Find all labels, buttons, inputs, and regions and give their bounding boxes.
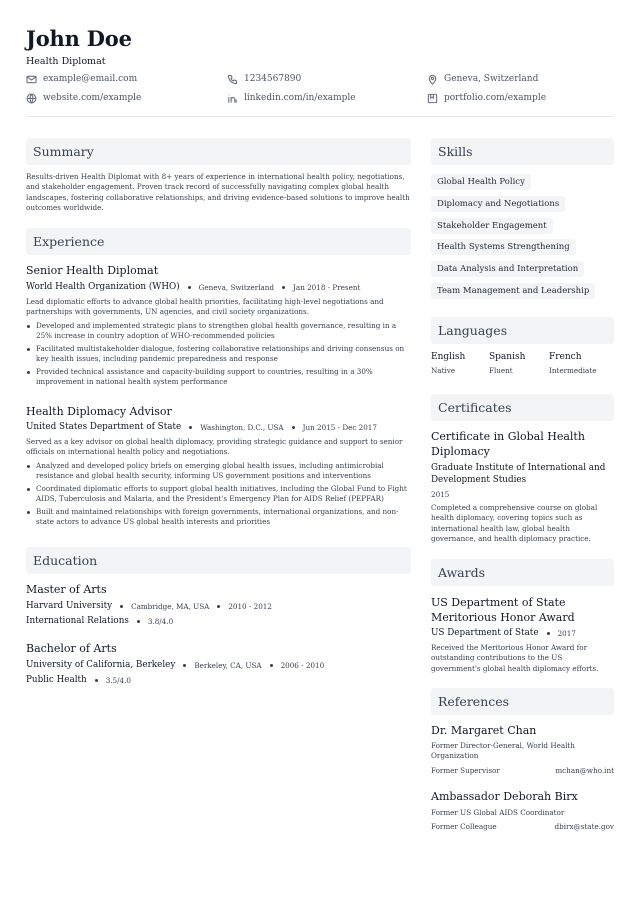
contact-portfolio[interactable]: portfolio.com/example xyxy=(427,91,546,105)
job-meta xyxy=(26,282,360,292)
degree: Master of Arts xyxy=(26,583,107,596)
summary-text: Results-driven Health Diplomat with 8+ years of experience in international health policy, negotiations, and stakeholder engagement. Proven track record of successfully navigating complex global health landscapes, fostering collaborative relationships, and driving evidence-based solutions to improve health outcomes worldwide. xyxy=(26,172,410,213)
award-title: US Department of State Meritorious Honor Award xyxy=(431,596,575,624)
list-item: Built and maintained relationships with foreign governments, international organizations, and non-state actors to advance US global health interests and priorities xyxy=(26,507,411,528)
language-item xyxy=(549,352,596,375)
job-dates: Jun 2015 - Dec 2017 xyxy=(302,422,377,432)
reference-contact xyxy=(431,766,614,775)
job-bullets xyxy=(26,461,411,529)
job-title: Senior Health Diplomat xyxy=(26,264,159,277)
school-location: Cambridge, MA, USA xyxy=(131,601,210,611)
language-level: Native xyxy=(431,366,456,375)
language-level: Fluent xyxy=(489,366,513,375)
headline: Health Diplomat xyxy=(26,56,106,67)
language-item xyxy=(431,352,465,375)
phone-icon xyxy=(227,74,238,85)
resume-header xyxy=(26,26,614,103)
job-location: Geneva, Switzerland xyxy=(198,282,275,292)
list-item: Facilitated multistakeholder dialogue, fostering collaborative relationships and driving consensus on key health issues, including pandemic preparedness and response xyxy=(26,344,411,365)
contact-website[interactable]: website.com/example xyxy=(26,91,141,105)
reference-relation: Former Supervisor xyxy=(431,766,500,775)
list-item: Provided technical assistance and capacity-building support to countries, resulting in a 30% improvement in national health system performance xyxy=(26,367,411,388)
experience-heading: Experience xyxy=(26,228,411,255)
school: Harvard University xyxy=(26,601,113,611)
reference-email[interactable]: dbirx@state.gov xyxy=(554,822,614,831)
education-dates: 2010 - 2012 xyxy=(228,601,272,611)
contact-email[interactable]: example@email.com xyxy=(26,72,137,86)
job-dates: Jan 2018 - Present xyxy=(293,282,361,292)
reference-name: Dr. Margaret Chan xyxy=(431,724,537,737)
skill-tag: Data Analysis and Interpretation xyxy=(431,261,584,277)
language-item xyxy=(489,352,525,375)
degree: Bachelor of Arts xyxy=(26,642,117,655)
reference-position: Former US Global AIDS Coordinator xyxy=(431,808,565,817)
language-name: English xyxy=(431,352,466,362)
awards-heading: Awards xyxy=(431,559,614,586)
award-description: Received the Meritorious Honor Award for outstanding contributions to the US government's global health diplomacy efforts. xyxy=(431,643,599,673)
language-name: French xyxy=(549,352,582,362)
education-field xyxy=(26,616,173,626)
references-heading: References xyxy=(431,688,614,715)
skill-tag: Health Systems Strengthening xyxy=(431,239,576,255)
school: University of California, Berkeley xyxy=(26,660,176,670)
job-location: Washington, D.C., USA xyxy=(200,422,284,432)
globe-icon xyxy=(26,93,37,104)
certificate-year: 2015 xyxy=(431,490,450,499)
skill-tag: Global Health Policy xyxy=(431,174,531,190)
mail-icon xyxy=(26,74,37,85)
reference-name: Ambassador Deborah Birx xyxy=(431,790,578,803)
list-item: Analyzed and developed policy briefs on emerging global health issues, including antimicrobial resistance and global health security, informing US government positions and interventions xyxy=(26,461,411,482)
education-meta xyxy=(26,601,272,611)
contact-phone[interactable]: 1234567890 xyxy=(227,72,301,86)
separator-dot xyxy=(282,286,285,289)
field-of-study: International Relations xyxy=(26,616,129,626)
person-name: John Doe xyxy=(26,26,132,51)
skill-tag: Stakeholder Engagement xyxy=(431,218,553,234)
job-org: United States Department of State xyxy=(26,422,182,432)
separator-dot xyxy=(183,664,186,667)
job-description: Served as a key advisor on global health diplomacy, providing strategic guidance and support to senior officials on international health policy and negotiations. xyxy=(26,437,403,457)
separator-dot xyxy=(137,620,140,623)
separator-dot xyxy=(95,679,98,682)
job-meta xyxy=(26,422,377,432)
field-of-study: Public Health xyxy=(26,675,87,685)
award-issuer: US Department of State xyxy=(431,628,539,638)
gpa: 3.8/4.0 xyxy=(147,616,174,626)
portfolio-icon xyxy=(427,93,438,104)
school-location: Berkeley, CA, USA xyxy=(194,660,262,670)
award-year: 2017 xyxy=(557,628,576,638)
separator-dot xyxy=(120,605,123,608)
separator-dot xyxy=(270,664,273,667)
separator-dot xyxy=(188,286,191,289)
award-meta xyxy=(431,628,576,638)
list-item: Coordinated diplomatic efforts to support global health initiatives, including the Global Fund to Fight AIDS, Tuberculosis and Malaria, and the President's Emergency Plan for AIDS Relief (PEPFAR) xyxy=(26,484,411,505)
certificate-title: Certificate in Global Health Diplomacy xyxy=(431,430,585,458)
reference-relation: Former Colleague xyxy=(431,822,497,831)
certificate-description: Completed a comprehensive course on global health diplomacy, covering topics such as international health law, global health governance, and health diplomacy practice. xyxy=(431,503,598,544)
education-heading: Education xyxy=(26,547,411,574)
language-name: Spanish xyxy=(489,352,526,362)
education-meta xyxy=(26,660,324,670)
separator-dot xyxy=(217,605,220,608)
skills-heading: Skills xyxy=(431,138,614,165)
certificate-issuer: Graduate Institute of International and Development Studies xyxy=(431,463,606,485)
separator-dot xyxy=(292,426,295,429)
separator-dot xyxy=(547,632,550,635)
skill-tag: Team Management and Leadership xyxy=(431,283,595,299)
header-divider xyxy=(26,116,614,117)
language-level: Intermediate xyxy=(549,366,597,375)
reference-contact xyxy=(431,822,614,831)
reference-position: Former Director-General, World Health Organization xyxy=(431,741,575,761)
skill-tag: Diplomacy and Negotiations xyxy=(431,196,565,212)
job-bullets xyxy=(26,321,411,389)
reference-email[interactable]: mchan@who.int xyxy=(555,766,614,775)
job-title: Health Diplomacy Advisor xyxy=(26,405,172,418)
linkedin-icon xyxy=(227,93,238,104)
job-description: Lead diplomatic efforts to advance global health priorities, facilitating high-level negotiations and partnerships with governments, UN agencies, and civil society organizations. xyxy=(26,297,384,317)
summary-heading: Summary xyxy=(26,138,411,165)
map-pin-icon xyxy=(427,74,438,85)
contact-location: Geneva, Switzerland xyxy=(427,72,538,86)
certificates-heading: Certificates xyxy=(431,394,614,421)
gpa: 3.5/4.0 xyxy=(105,675,131,685)
list-item: Developed and implemented strategic plans to strengthen global health governance, resulting in a 25% increase in country adoption of WHO-recommended policies xyxy=(26,321,411,342)
job-org: World Health Organization (WHO) xyxy=(26,282,180,292)
education-field xyxy=(26,675,131,685)
education-dates: 2006 - 2010 xyxy=(280,660,325,670)
separator-dot xyxy=(189,426,192,429)
contact-linkedin[interactable]: linkedin.com/in/example xyxy=(227,91,356,105)
languages-heading: Languages xyxy=(431,317,614,344)
